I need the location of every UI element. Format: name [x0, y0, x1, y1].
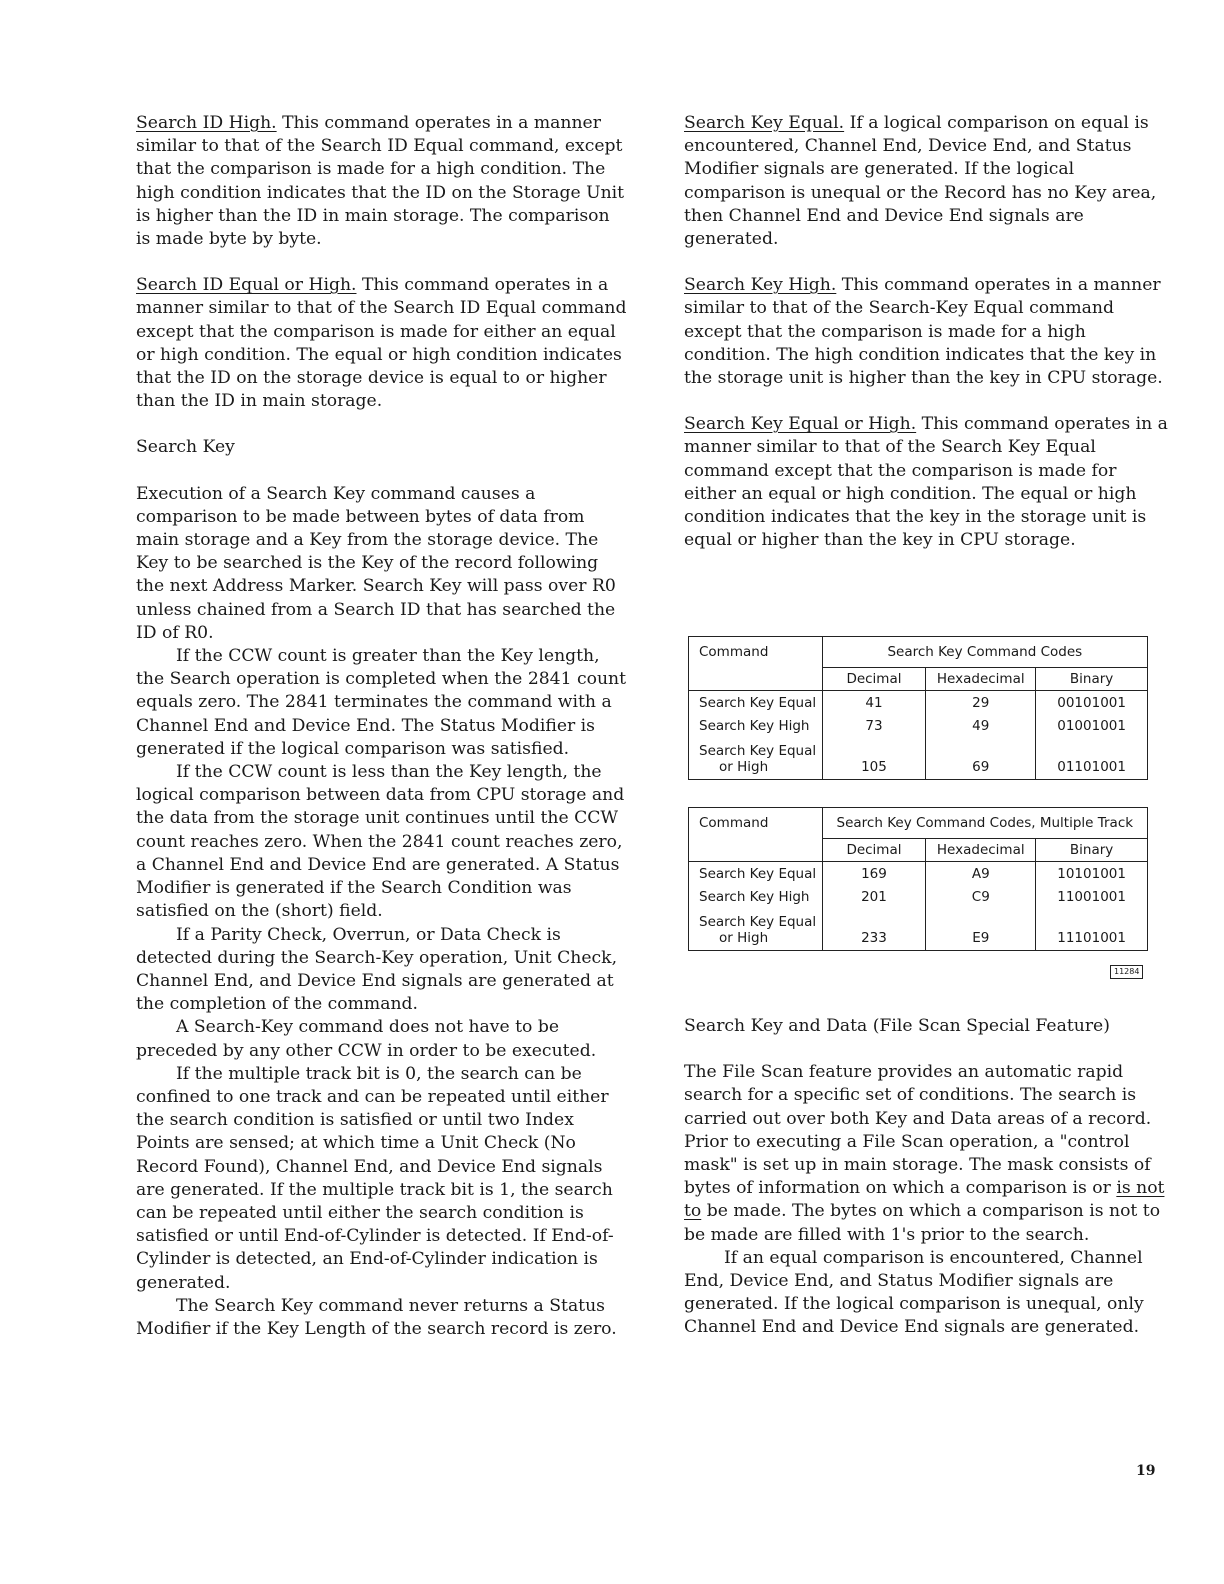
row-hex: A9: [926, 862, 1036, 886]
table-row: [689, 862, 1148, 886]
row-binary: 11101001: [1036, 908, 1148, 951]
search-id-equal-high-paragraph: [136, 274, 628, 413]
row-binary: 01101001: [1036, 737, 1148, 780]
search-key-para-1: Execution of a Search Key command causes a comparison to be made between bytes of data from main storage and a Key from the storage device. The Key to be searched is the Key of the record following the next Address Marker. Search Key will pass over R0 unless chained from a Search ID that has searched the ID of R0.: [136, 483, 616, 643]
row-decimal: 201: [822, 885, 926, 908]
row-hex: C9: [926, 885, 1036, 908]
table-header-command: Command: [689, 808, 823, 839]
row-hex: 29: [926, 691, 1036, 715]
search-key-equal-high-text: This command operates in a manner similar to that of the Search Key Equal command except that the comparison is made for either an equal or high condition. The equal or high condition indicates that the key in the storage unit is equal or higher than the key in CPU storage.: [684, 414, 1168, 551]
row-decimal: 169: [822, 862, 926, 886]
figure-number: 11284: [1110, 965, 1143, 979]
file-scan-para-2: If an equal comparison is encountered, Channel End, Device End, and Status Modifier signals are generated. If the logical comparison is unequal, only Channel End and Device End signals are generated.: [684, 1247, 1144, 1338]
table-header-command: Command: [689, 637, 823, 668]
row-decimal: 233: [822, 908, 926, 951]
search-key-high-paragraph: [684, 274, 1168, 390]
table-row: [689, 691, 1148, 715]
row-hex: 49: [926, 714, 1036, 737]
search-key-heading: Search Key: [136, 437, 235, 458]
search-key-para-6: If the multiple track bit is 0, the search can be confined to one track and can be repeated until either the search condition is satisfied or until two Index Points are sensed; at which time a Unit Check (No Record Found), Channel End, and Device End signals are generated. If the multiple track bit is 1, the search can be repeated until either the search condition is satisfied or until End-of-Cylinder is detected. If End-of-Cylinder is detected, an End-of-Cylinder indication is generated.: [136, 1063, 614, 1293]
table-header-group: Search Key Command Codes: [822, 637, 1147, 668]
table-row: [689, 885, 1148, 908]
search-id-equal-high-text: This command operates in a manner similar to that of the Search ID Equal command except that the comparison is made for either an equal or high condition. The equal or high condition indicates that the ID on the storage device is equal to or higher than the ID in main storage.: [136, 275, 627, 412]
search-id-high-text: This command operates in a manner similar to that of the Search ID Equal command, except that the comparison is made for a high condition. The high condition indicates that the ID on the Storage Unit is higher than the ID in main storage. The comparison is made byte by byte.: [136, 113, 625, 250]
table-header-hex: Hexadecimal: [926, 839, 1036, 862]
row-command: Search Key Equal: [689, 691, 823, 715]
file-scan-para-1: [684, 1061, 1168, 1247]
row-binary: 01001001: [1036, 714, 1148, 737]
table-header-hex: Hexadecimal: [926, 668, 1036, 691]
search-key-equal-high-heading: Search Key Equal or High.: [684, 414, 917, 435]
table-header-binary: Binary: [1036, 668, 1148, 691]
row-command-line2: or High: [719, 930, 769, 946]
row-binary: 10101001: [1036, 862, 1148, 886]
search-key-para-7: The Search Key command never returns a Status Modifier if the Key Length of the search record is zero.: [136, 1295, 617, 1339]
row-hex: 69: [926, 737, 1036, 780]
search-key-equal-high-paragraph: [684, 413, 1168, 552]
file-scan-para-1-b: be made. The bytes on which a comparison is not to be made are filled with 1's prior to the search.: [684, 1201, 1161, 1245]
row-command-line1: Search Key Equal: [699, 743, 817, 759]
search-key-equal-heading: Search Key Equal.: [684, 113, 845, 133]
row-command-line1: Search Key Equal: [699, 914, 817, 930]
row-command: [689, 737, 823, 780]
file-scan-heading: Search Key and Data (File Scan Special Feature): [684, 1016, 1110, 1036]
search-key-para-2: If the CCW count is greater than the Key length, the Search operation is completed when the 2841 count equals zero. The 2841 terminates the command with a Channel End and Device End. The Status Modifier is generated if the logical comparison was satisfied.: [136, 646, 627, 759]
row-hex: E9: [926, 908, 1036, 951]
row-command: Search Key Equal: [689, 862, 823, 886]
page-number: 19: [1136, 1463, 1156, 1479]
file-scan-section: [684, 1015, 1168, 1340]
row-decimal: 105: [822, 737, 926, 780]
file-scan-para-1-underlined: is not to: [684, 1178, 1165, 1222]
search-key-high-heading: Search Key High.: [684, 275, 837, 296]
table-header-decimal: Decimal: [822, 668, 926, 691]
search-id-equal-high-heading: Search ID Equal or High.: [136, 275, 357, 296]
row-command: Search Key High: [689, 885, 823, 908]
table-row: [689, 908, 1148, 951]
search-id-high-heading: Search ID High.: [136, 113, 277, 133]
row-decimal: 41: [822, 691, 926, 715]
table-header-group: Search Key Command Codes, Multiple Track: [822, 808, 1147, 839]
search-key-para-4: If a Parity Check, Overrun, or Data Check is detected during the Search-Key operation, Unit Check, Channel End, and Device End signals are generated at the completion of the command.: [136, 924, 618, 1015]
search-key-para-5: A Search-Key command does not have to be preceded by any other CCW in order to be executed.: [136, 1017, 597, 1061]
row-command: Search Key High: [689, 714, 823, 737]
row-command: [689, 908, 823, 951]
search-key-high-text: This command operates in a manner similar to that of the Search-Key Equal command except that the comparison is made for a high condition. The high condition indicates that the key in the storage unit is higher than the key in CPU storage.: [684, 275, 1163, 389]
search-key-equal-paragraph: [684, 112, 1168, 251]
table-row: [689, 737, 1148, 780]
table-header-decimal: Decimal: [822, 839, 926, 862]
file-scan-para-1-a: The File Scan feature provides an automatic rapid search for a specific set of conditions. The search is carried out over both Key and Data areas of a record. Prior to executing a File Scan operation, a "control mask" is set up in main storage. The mask consists of bytes of information on which a comparison is or: [684, 1062, 1152, 1199]
search-key-equal-text: If a logical comparison on equal is encountered, Channel End, Device End, and Status Modifier signals are generated. If the logical comparison is unequal or the Record has no Key area, then Channel End and Device End signals are generated.: [684, 113, 1157, 250]
command-codes-table: [688, 636, 1148, 780]
row-command-line2: or High: [719, 759, 769, 775]
search-id-high-paragraph: [136, 112, 628, 251]
left-column: [136, 112, 628, 1341]
row-decimal: 73: [822, 714, 926, 737]
right-column: [684, 112, 1168, 575]
multiple-track-codes-table: [688, 807, 1148, 951]
row-binary: 11001001: [1036, 885, 1148, 908]
row-binary: 00101001: [1036, 691, 1148, 715]
search-key-para-3: If the CCW count is less than the Key length, the logical comparison between data from CPU storage and the data from the storage unit continues until the CCW count reaches zero. When the 2841 count reaches zero, a Channel End and Device End are generated. A Status Modifier is generated if the Search Condition was satisfied on the (short) field.: [136, 762, 625, 922]
table-row: [689, 714, 1148, 737]
table-header-binary: Binary: [1036, 839, 1148, 862]
